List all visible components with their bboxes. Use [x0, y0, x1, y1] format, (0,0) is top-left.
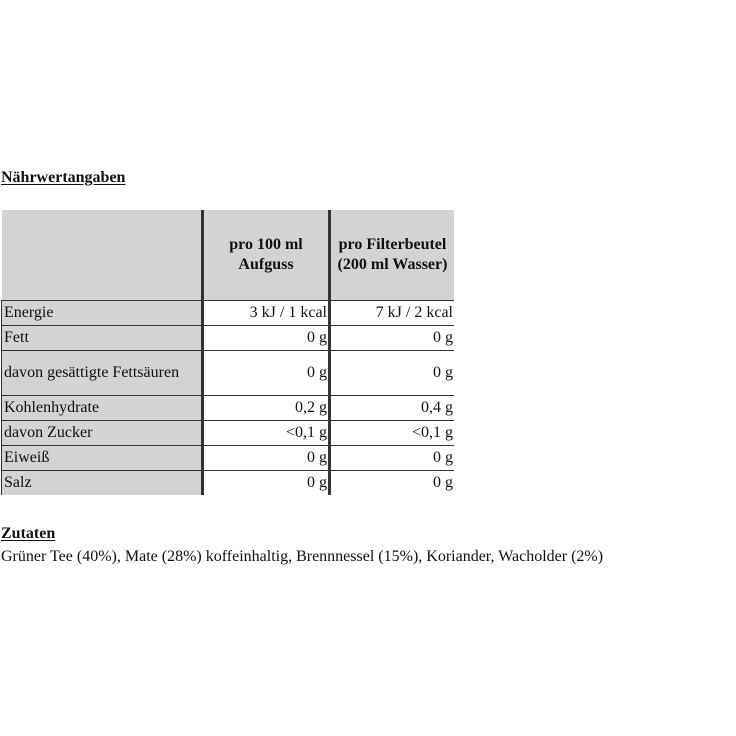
value-per-100ml: 0 g	[203, 351, 330, 396]
table-row	[2, 326, 455, 351]
table-row	[2, 351, 455, 396]
value-per-100ml: 0 g	[203, 471, 330, 496]
table-header-row	[2, 210, 455, 301]
table-row	[2, 421, 455, 446]
value-per-bag: 0,4 g	[330, 396, 455, 421]
value-per-100ml: 0 g	[203, 446, 330, 471]
value-per-bag: 0 g	[330, 471, 455, 496]
row-label: Fett	[2, 326, 203, 351]
value-per-bag: 0 g	[330, 446, 455, 471]
column-header-per-bag: pro Filterbeutel (200 ml Wasser)	[330, 210, 455, 301]
nutrition-heading: Nährwertangaben	[1, 169, 126, 186]
table-row	[2, 301, 455, 326]
table-row	[2, 446, 455, 471]
value-per-bag: 0 g	[330, 326, 455, 351]
ingredients-heading: Zutaten	[1, 525, 56, 542]
value-per-bag: <0,1 g	[330, 421, 455, 446]
value-per-bag: 0 g	[330, 351, 455, 396]
row-label: Eiweiß	[2, 446, 203, 471]
value-per-100ml: 0,2 g	[203, 396, 330, 421]
ingredients-list: Grüner Tee (40%), Mate (28%) koffeinhaltig, Brennnessel (15%), Koriander, Wacholder (2%)	[1, 548, 604, 565]
row-label: Energie	[2, 301, 203, 326]
value-per-100ml: 0 g	[203, 326, 330, 351]
value-per-100ml: <0,1 g	[203, 421, 330, 446]
row-label: davon gesättigte Fettsäuren	[2, 351, 203, 396]
row-label: davon Zucker	[2, 421, 203, 446]
table-header-empty	[2, 210, 203, 301]
value-per-100ml: 3 kJ / 1 kcal	[203, 301, 330, 326]
table-row	[2, 471, 455, 496]
table-row	[2, 396, 455, 421]
row-label: Kohlenhydrate	[2, 396, 203, 421]
column-header-per-100ml: pro 100 ml Aufguss	[203, 210, 330, 301]
nutrition-table	[1, 210, 454, 495]
row-label: Salz	[2, 471, 203, 496]
value-per-bag: 7 kJ / 2 kcal	[330, 301, 455, 326]
